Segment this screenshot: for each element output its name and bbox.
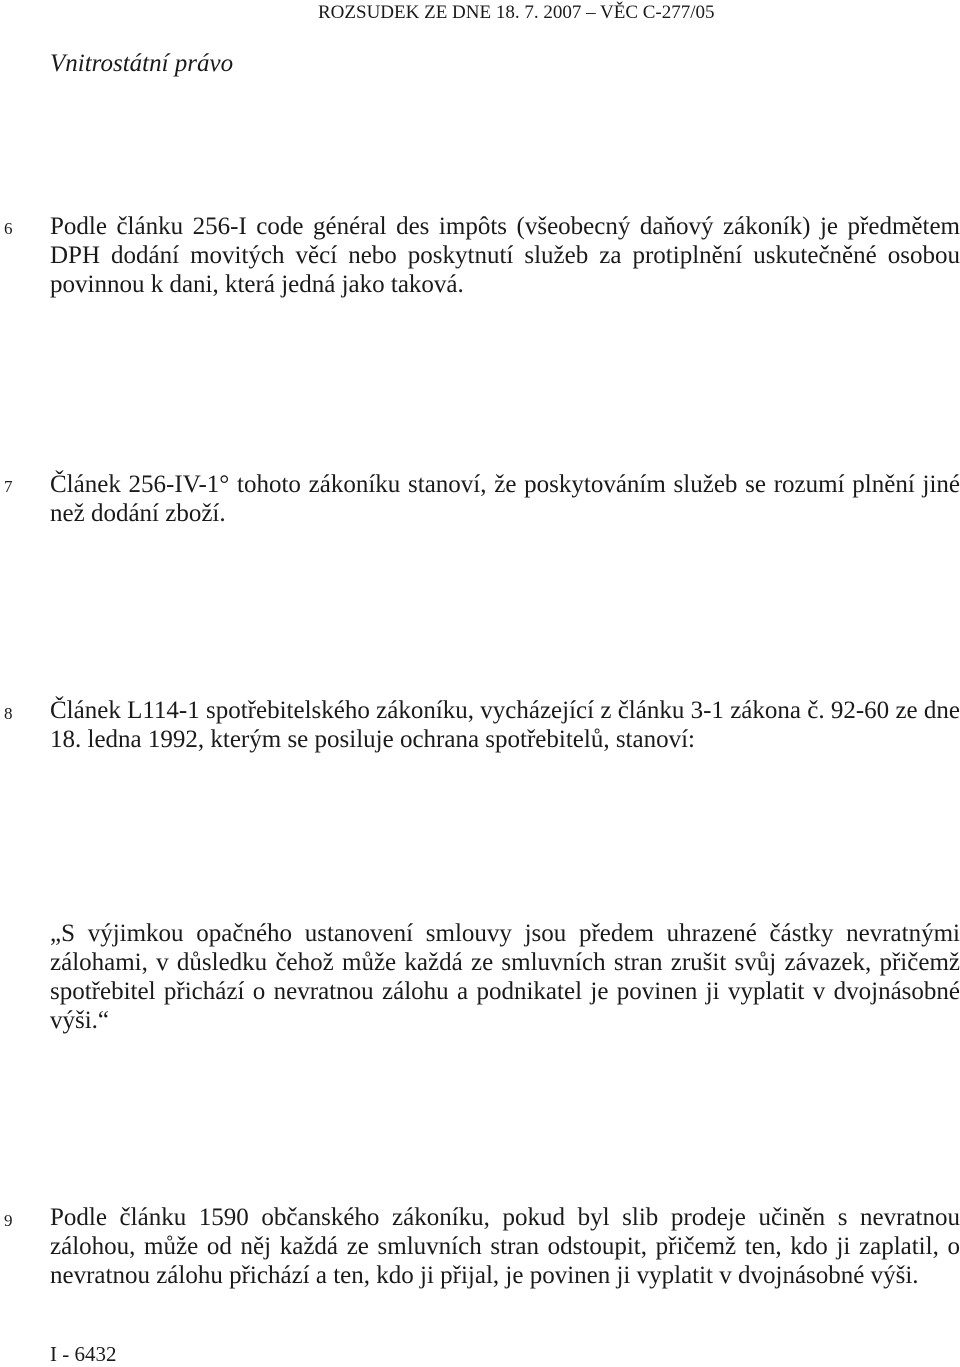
section-title: Vnitrostátní právo bbox=[50, 50, 234, 77]
paragraph-7: Článek 256-IV-1° tohoto zákoníku stanoví, že poskytováním služeb se rozumí plnění jiné než dodání zboží. bbox=[50, 471, 960, 527]
paragraph-number-9: 9 bbox=[4, 1211, 13, 1230]
page-number: I - 6432 bbox=[50, 1342, 117, 1366]
paragraph-8: Článek L114-1 spotřebitelského zákoníku, vycházející z článku 3-1 zákona č. 92-60 ze dne 18. ledna 1992, kterým se posiluje ochrana spotřebitelů, stanoví: bbox=[50, 697, 960, 753]
quoted-provision: „S výjimkou opačného ustanovení smlouvy jsou předem uhrazené částky nevratnými zálohami, v důsledku čehož může každá ze smluvních stran zrušit svůj závazek, přičemž spotřebitel přichází o nevratnou zálohu a podnikatel je povinen ji vyplatit v dvojnásobné výši.“ bbox=[50, 920, 960, 1034]
paragraph-9: Podle článku 1590 občanského zákoníku, pokud byl slib prodeje učiněn s nevratnou zálohou, může od něj každá ze smluvních stran odstoupit, přičemž ten, kdo ji zaplatil, o nevratnou zálohu přichází a ten, kdo ji přijal, je povinen ji vyplatit v dvojnásobné výši. bbox=[50, 1204, 960, 1289]
paragraph-number-6: 6 bbox=[4, 219, 13, 238]
paragraph-number-7: 7 bbox=[4, 477, 13, 496]
paragraph-number-8: 8 bbox=[4, 704, 13, 723]
running-header: ROZSUDEK ZE DNE 18. 7. 2007 – VĚC C-277/05 bbox=[318, 2, 715, 23]
paragraph-6: Podle článku 256-I code général des impôts (všeobecný daňový zákoník) je předmětem DPH dodání movitých věcí nebo poskytnutí služeb za protiplnění uskutečněné osobou povinnou k dani, která jedná jako taková. bbox=[50, 213, 960, 298]
